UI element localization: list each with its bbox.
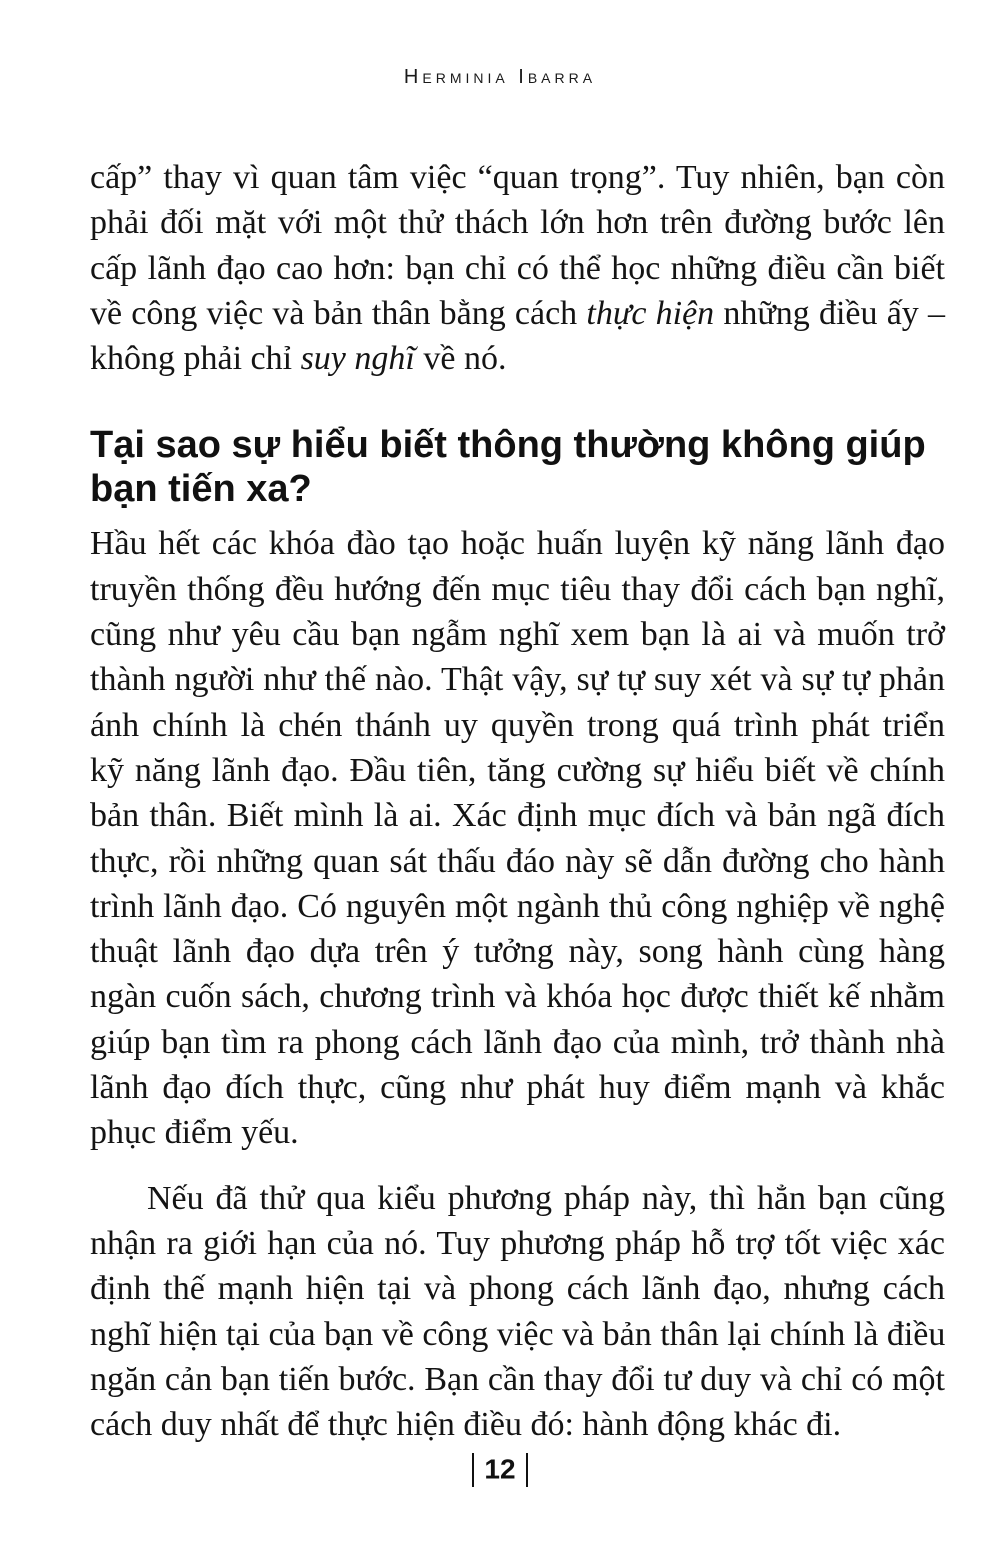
text-line: phải đối mặt với một thử thách lớn hơn trên đường bước lên bbox=[90, 204, 945, 242]
text-line: giúp bạn tìm ra phong cách lãnh đạo của mình, trở thành nhà bbox=[90, 1023, 945, 1061]
text-line: ánh chính là chén thánh uy quyền trong quá trình phát triển bbox=[90, 706, 945, 744]
text-line: kỹ năng lãnh đạo. Đầu tiên, tăng cường sự hiểu biết về chính bbox=[90, 751, 945, 789]
emphasis-text: suy nghĩ bbox=[300, 340, 415, 378]
emphasis-text: thực hiện bbox=[586, 294, 715, 332]
divider bbox=[472, 1453, 474, 1487]
text-line: lãnh đạo đích thực, cũng như phát huy điểm mạnh và khắc bbox=[90, 1069, 945, 1107]
text-line: cũng như yêu cầu bạn ngẫm nghĩ xem bạn là ai và muốn trở bbox=[90, 616, 945, 654]
running-header-author: Herminia Ibarra bbox=[403, 66, 597, 88]
section-heading: Tại sao sự hiểu biết thông thường không giúp bạn tiến xa? bbox=[90, 424, 926, 511]
text-line: cấp lãnh đạo cao hơn: bạn chỉ có thể học những điều cần biết bbox=[90, 249, 945, 287]
text-line: thuật lãnh đạo dựa trên ý tưởng này, song hành cùng hàng bbox=[90, 933, 945, 971]
page-number-footer bbox=[0, 1452, 1000, 1487]
text-line: thực, rồi những quan sát thấu đáo này sẽ dẫn đường cho hành bbox=[90, 842, 945, 880]
text-line: nghĩ hiện tại của bạn về công việc và bản thân lại chính là điều bbox=[90, 1315, 946, 1353]
text-line: không phải chỉ suy nghĩ về nó. bbox=[90, 340, 507, 378]
text-line: ngàn cuốn sách, chương trình và khóa học được thiết kế nhằm bbox=[90, 978, 945, 1016]
text-line: truyền thống đều hướng đến mục tiêu thay đổi cách bạn nghĩ, bbox=[90, 570, 945, 608]
page-body bbox=[90, 155, 945, 1447]
page-number: 12 bbox=[484, 1453, 516, 1485]
paragraph-continuation bbox=[90, 155, 945, 381]
text-line: bản thân. Biết mình là ai. Xác định mục đích và bản ngã đích bbox=[90, 797, 945, 835]
text-line: Hầu hết các khóa đào tạo hoặc huấn luyện kỹ năng lãnh đạo bbox=[90, 525, 945, 563]
text-line: phục điểm yếu. bbox=[90, 1114, 299, 1152]
text-line: về công việc và bản thân bằng cách thực hiện những điều ấy – bbox=[90, 294, 945, 332]
text-line: thành người như thế nào. Thật vậy, sự tự suy xét và sự tự phản bbox=[90, 661, 945, 699]
text-line: trình lãnh đạo. Có nguyên một ngành thủ công nghiệp về nghệ bbox=[90, 887, 945, 925]
paragraph-main bbox=[90, 521, 945, 1155]
divider bbox=[526, 1453, 528, 1487]
text-line: định thế mạnh hiện tại và phong cách lãnh đạo, nhưng cách bbox=[90, 1270, 945, 1308]
text-line: cách duy nhất để thực hiện điều đó: hành động khác đi. bbox=[90, 1406, 842, 1444]
text-line: nhận ra giới hạn của nó. Tuy phương pháp hỗ trợ tốt việc xác bbox=[90, 1224, 945, 1262]
text-line: cấp” thay vì quan tâm việc “quan trọng”. Tuy nhiên, bạn còn bbox=[90, 159, 945, 196]
text-line: ngăn cản bạn tiến bước. Bạn cần thay đổi tư duy và chỉ có một bbox=[90, 1360, 945, 1398]
text-line: Nếu đã thử qua kiểu phương pháp này, thì hẳn bạn cũng bbox=[147, 1179, 945, 1217]
paragraph-followup bbox=[90, 1176, 945, 1448]
